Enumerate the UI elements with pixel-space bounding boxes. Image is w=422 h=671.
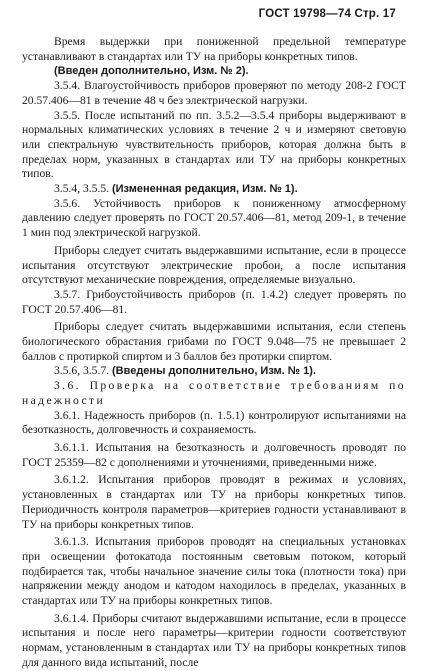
clause-3-5-4: 3.5.4. Влагоустойчивость приборов проверяют по методу 208-2 ГОСТ 20.57.406—81 в течение 48 ч без электрической нагрузки.	[22, 79, 406, 107]
clause-3-6-1-3: 3.6.1.3. Испытания приборов проводят на специальных установках при освещении фотокатода постоянным световым потоком, который подбирается так, чтобы начальное значение силы тока (плотности тока) при напряжении между анодом и катодом находилось в пределах, указанных в стандартах или ТУ на приборы конкретных типов.	[22, 535, 406, 608]
amendment-text: (Измененная редакция, Изм. № 1).	[111, 183, 298, 196]
clause-3-6-1-2: 3.6.1.2. Испытания приборов проводят в режимах и условиях, установленных в стандартах или ТУ на приборы конкретных типов. Периодичность контроля параметров—критериев годности устанавливают в ТУ на приборы конкретных типов.	[22, 473, 406, 531]
paragraph: Приборы следует считать выдержавшими испытания, если степень биологического обрастания грибами по ГОСТ 9.048—75 не превышает 2 баллов с протиркой спиртом и 3 баллов без протирки спиртом.	[22, 320, 406, 363]
amendment-note	[22, 182, 406, 197]
clause-refs: 3.5.6, 3.5.7.	[54, 364, 110, 378]
paragraph: Время выдержки при пониженной предельной температуре устанавливают в стандартах или ТУ на приборы конкретных типов.	[22, 35, 406, 63]
clause-3-5-5: 3.5.5. После испытаний по пп. 3.5.2—3.5.4 приборы выдерживают в нормальных климатических условиях в течение 2 ч и измеряют световую или спектральную чувствительность приборов, которая должна быть в пределах норм, указанных в стандартах или ТУ на приборы конкретных типов.	[22, 108, 406, 181]
amendment-note: (Введен дополнительно, Изм. № 2).	[54, 65, 249, 78]
clause-3-5-7: 3.5.7. Грибоустойчивость приборов (п. 1.4.2) следует проверять по ГОСТ 20.57.406—81.	[22, 287, 406, 316]
clause-3-5-6: 3.5.6. Устойчивость приборов к пониженному атмосферному давлению следует проверять по ГОСТ 20.57.406—81, метод 209-1, в течение 1 мин под электрической нагрузкой.	[22, 196, 406, 240]
paragraph: Приборы следует считать выдержавшими испытание, если в процессе испытания отсутствуют электрические пробои, а после испытания отсутствуют механические повреждения, определяемые визуально.	[22, 243, 406, 287]
amendment-text: (Введены дополнительно, Изм. № 1).	[111, 365, 316, 378]
page-header: ГОСТ 19798—74 Стр. 17	[258, 8, 396, 20]
amendment-note	[22, 364, 406, 379]
section-heading: 3.6. Проверка на соответствие требованиям по надежности	[22, 379, 406, 407]
document-body	[22, 35, 406, 671]
clause-3-6-1: 3.6.1. Надежность приборов (п. 1.5.1) контролируют испытаниями на безотказность, долговечность и сохраняемость.	[22, 408, 406, 437]
clause-refs: 3.5.4, 3.5.5.	[54, 182, 110, 196]
clause-3-6-1-4: 3.6.1.4. Приборы считают выдержавшими испытание, если в процессе испытания и после него параметры—критерии годности соответствуют нормам, установленным в стандартах или ТУ на приборы конкретных типов для данного вида испытаний, после	[22, 611, 406, 669]
clause-3-6-1-1: 3.6.1.1. Испытания на безотказность и долговечность проводят по ГОСТ 25359—82 с дополнениями и уточнениями, приведенными ниже.	[22, 440, 406, 469]
